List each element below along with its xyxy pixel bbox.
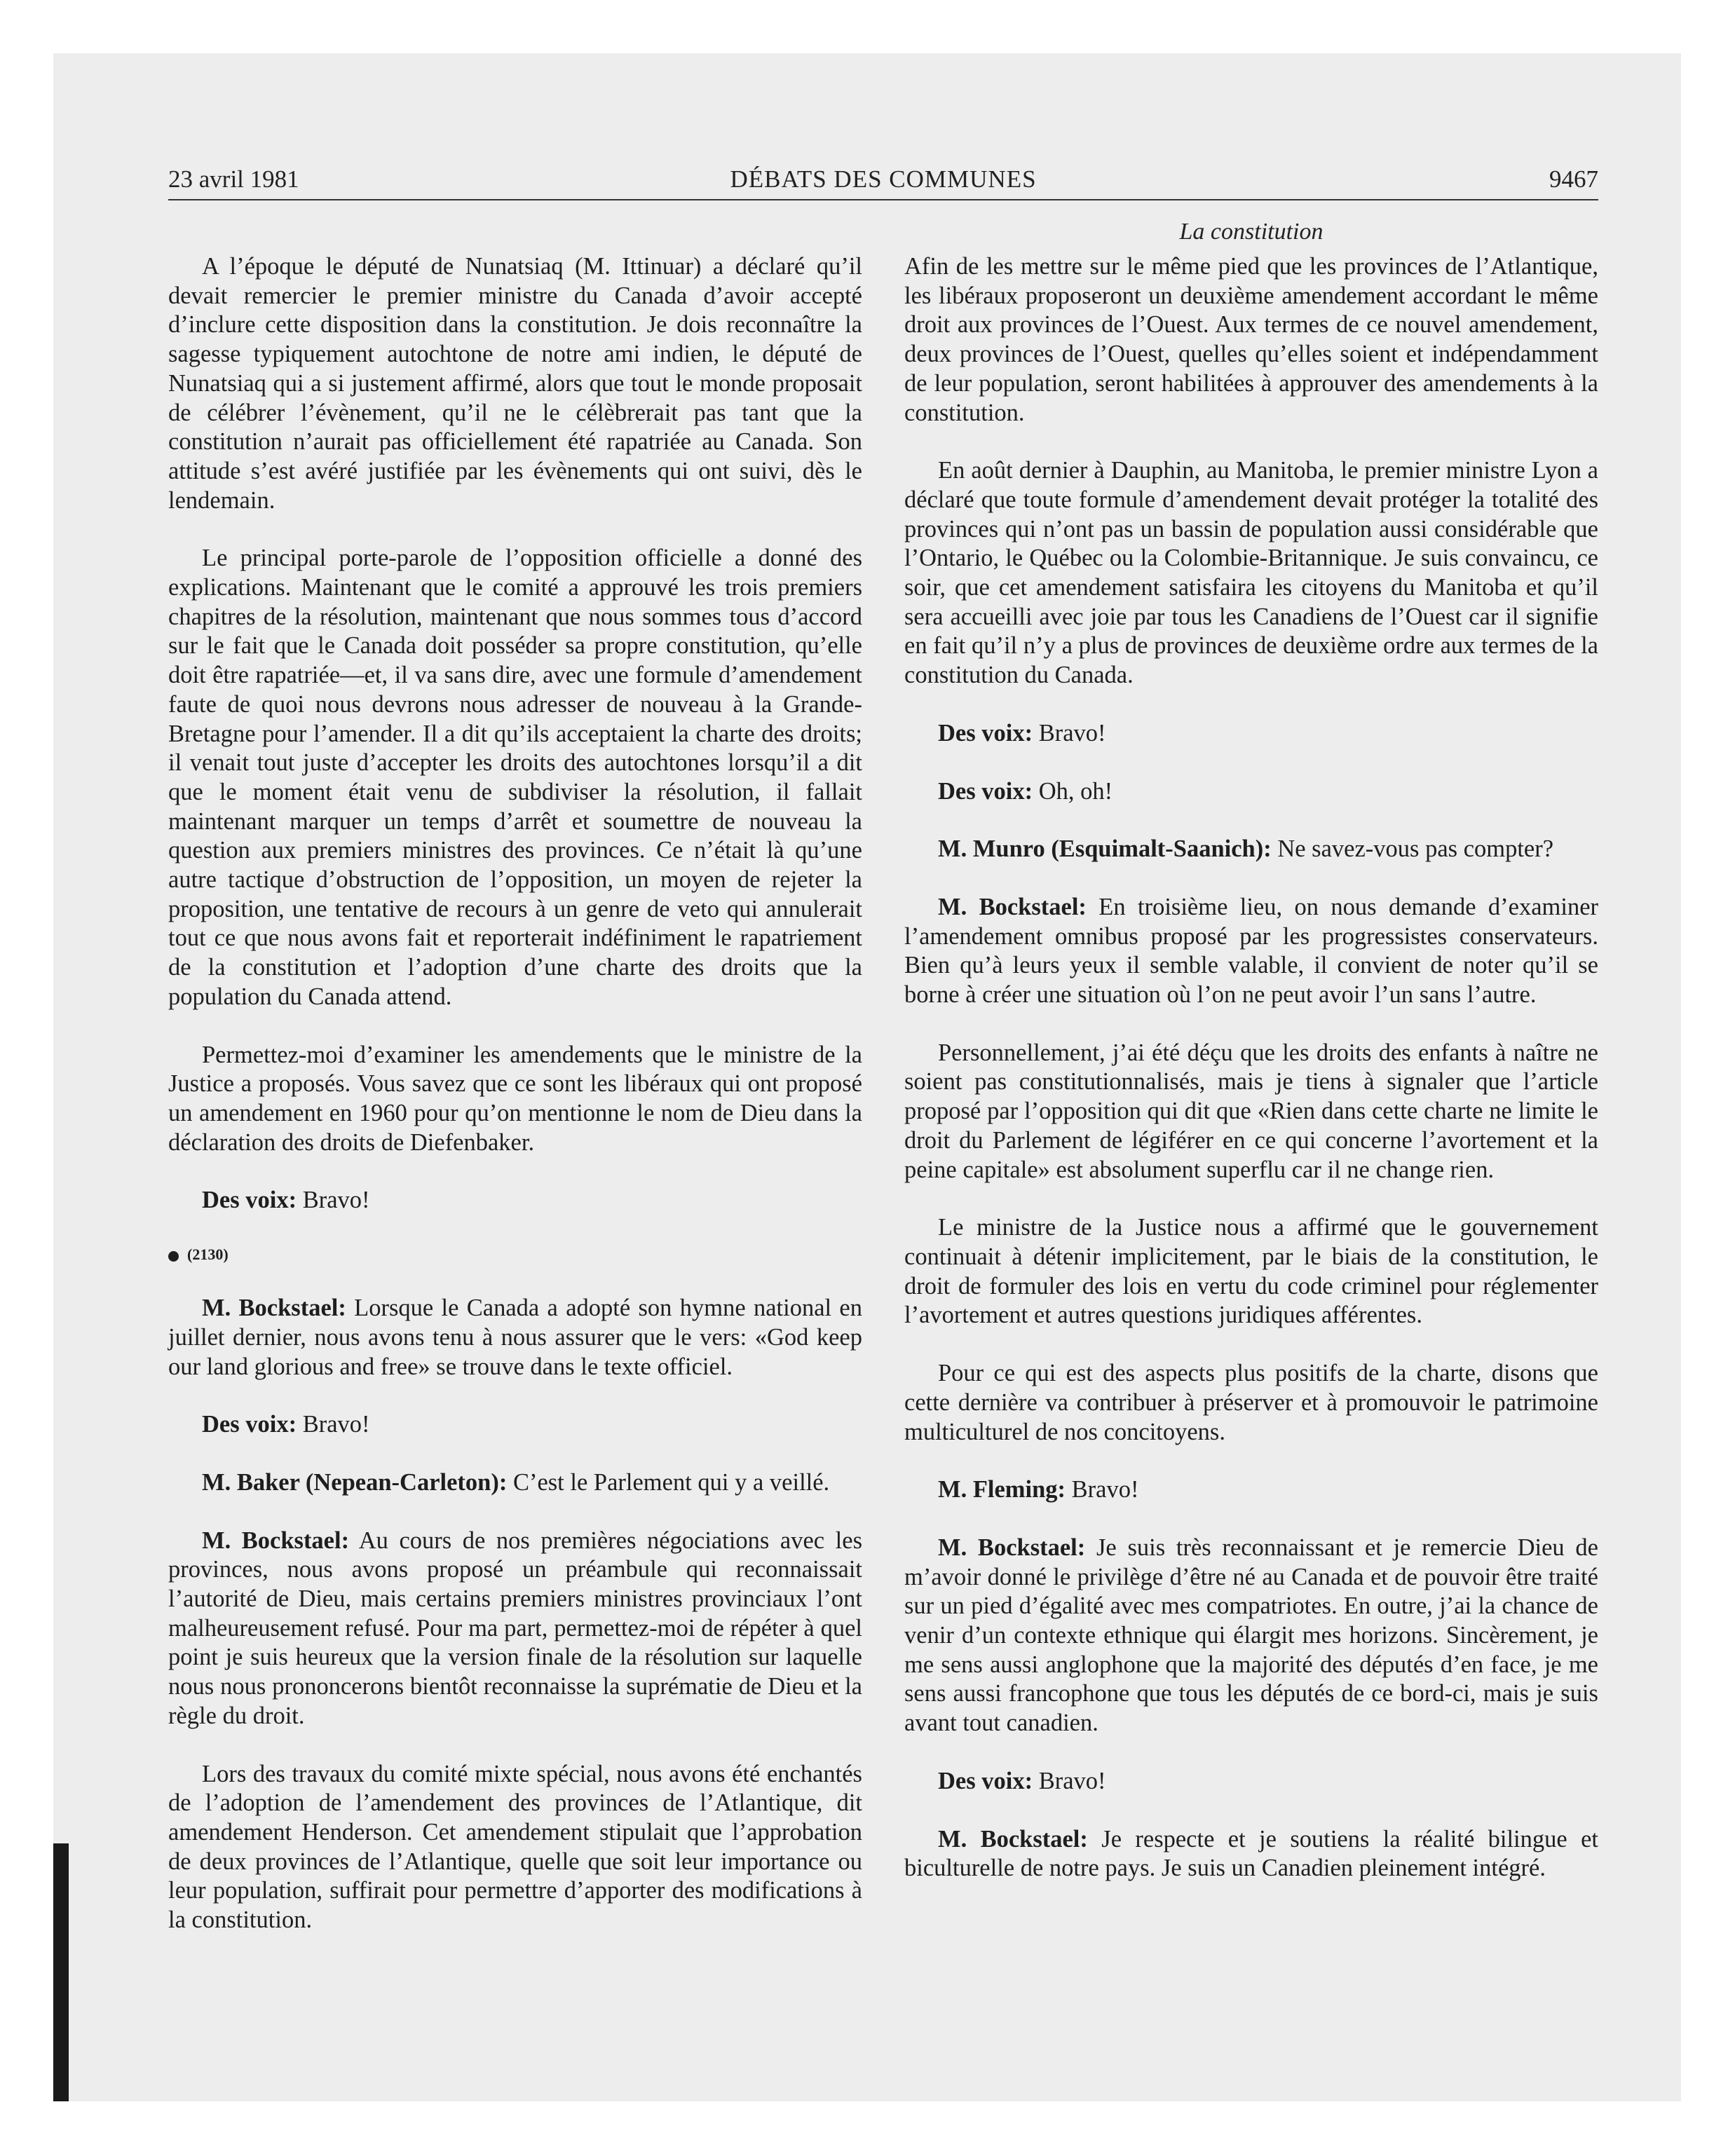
left-column: [168, 252, 862, 1964]
header-publication: DÉBATS DES COMMUNES: [730, 165, 1037, 193]
paragraph: Permettez-moi d’examiner les amendements que le ministre de la Justice a proposés. Vous savez que ce sont les libéraux qui ont proposé un amendement en 1960 pour qu’on mentionne le nom de Dieu dans la déclaration des droits de Diefenbaker.: [168, 1041, 862, 1156]
speech: [904, 719, 1598, 749]
paragraph: Le ministre de la Justice nous a affirmé que le gouvernement continuait à détenir implicitement, par le biais de la constitution, le droit de formuler des lois en vertu du code criminel pour réglementer l’avortement et autres questions juridiques afférentes.: [904, 1214, 1598, 1329]
speech: [168, 1186, 862, 1215]
speech-text: Oh, oh!: [1033, 777, 1113, 805]
speaker-name: Des voix:: [938, 719, 1033, 746]
scan-edge-shadow: [53, 1843, 69, 2101]
speaker-name: M. Bockstael:: [938, 1534, 1086, 1561]
speaker-name: M. Munro (Esquimalt-Saanich):: [938, 835, 1272, 863]
speech-text: Bravo!: [1033, 1767, 1106, 1794]
speech-text: Je suis très reconnaissant et je remercie Dieu de m’avoir donné le privilège d’être né au Canada et de pouvoir être traité sur un pied d’égalité avec mes compatriotes. En outre, j’ai la chance de venir d’un contexte ethnique qui élargit mes horizons. Sincèrement, je me sens aussi anglophone que la majorité des députés d’en face, je me sens aussi francophone que tous les députés de ce bord-ci, mais je suis avant tout canadien.: [904, 1534, 1598, 1737]
speech-text: Au cours de nos premières négociations avec les provinces, nous avons proposé un préambule qui reconnaissait l’autorité de Dieu, mais certains premiers ministres provinciaux l’ont malheureusement refusé. Pour ma part, permettez-moi de répéter à quel point je suis heureux que la version finale de la résolution sur laquelle nous nous prononcerons bientôt reconnaisse la suprématie de Dieu et la règle du droit.: [168, 1527, 862, 1729]
speech-text: Je respecte et je soutiens la réalité bilingue et biculturelle de notre pays. Je suis un Canadien pleinement intégré.: [904, 1825, 1598, 1882]
speech-text: Bravo!: [1066, 1476, 1139, 1503]
speaker-name: Des voix:: [938, 777, 1033, 805]
paragraph: Afin de les mettre sur le même pied que les provinces de l’Atlantique, les libéraux proposeront un deuxième amendement accordant le même droit aux provinces de l’Ouest. Aux termes de ce nouvel amendement, deux provinces de l’Ouest, quelles qu’elles soient et indépendamment de leur population, seront habilitées à approuver des amendements à la constitution.: [904, 253, 1598, 426]
paragraph: Lors des travaux du comité mixte spécial, nous avons été enchantés de l’adoption de l’amendement des provinces de l’Atlantique, dit amendement Henderson. Cet amendement stipulait que l’approbation de deux provinces de l’Atlantique, quelle que soit leur importance ou leur population, suffirait pour permettre d’apporter des modifications à la constitution.: [168, 1760, 862, 1934]
speech: [168, 1468, 862, 1498]
speaker-name: Des voix:: [202, 1411, 297, 1438]
speech-text: Bravo!: [297, 1411, 370, 1438]
time-marker: [168, 1244, 862, 1265]
paragraph: Pour ce qui est des aspects plus positifs de la charte, disons que cette dernière va contribuer à préserver et à promouvoir le patrimoine multiculturel de nos concitoyens.: [904, 1360, 1598, 1445]
speech: [168, 1527, 862, 1731]
time-marker-label: (2130): [187, 1246, 229, 1264]
speaker-name: M. Bockstael:: [938, 1825, 1088, 1853]
speech: [904, 777, 1598, 807]
speech-text: En troisième lieu, on nous demande d’examiner l’amendement omnibus proposé par les progressistes conservateurs. Bien qu’à leurs yeux il semble valable, il convient de noter qu’il se borne à créer une situation où l’on ne peut avoir l’un sans l’autre.: [904, 893, 1598, 1009]
header-page-number: 9467: [1549, 165, 1598, 193]
bullet-icon: [168, 1251, 179, 1262]
right-column: [904, 252, 1598, 1912]
speaker-name: M. Bockstael:: [938, 893, 1087, 920]
speech: [904, 835, 1598, 864]
speech: [904, 893, 1598, 1010]
speaker-name: M. Fleming:: [938, 1476, 1066, 1503]
speech: [904, 1767, 1598, 1796]
speaker-name: M. Bockstael:: [202, 1527, 350, 1554]
paragraph: Le principal porte-parole de l’opposition officielle a donné des explications. Maintenant que le comité a approuvé les trois premiers chapitres de la résolution, maintenant que nous sommes tous d’accord sur le fait que le Canada doit posséder sa propre constitution, qu’elle doit être rapatriée—et, il va sans dire, avec une formule d’amendement faute de quoi nous devrons nous adresser de nouveau à la Grande-Bretagne pour l’amender. Il a dit qu’ils acceptaient la charte des droits; il venait tout juste d’accepter les droits des autochtones lorsqu’il a dit que le moment était venu de subdiviser la résolution, il fallait maintenant marquer un temps d’arrêt et soumettre de nouveau la question aux premiers ministres des provinces. Ce n’était là qu’une autre tactique d’obstruction de l’opposition, un moyen de rejeter la proposition, une tentative de recours à un genre de veto qui annulerait tout ce que nous avons fait et reporterait indéfiniment le rapatriement de la constitution et l’adoption d’une charte des droits que la population du Canada attend.: [168, 545, 862, 1010]
speech: [168, 1410, 862, 1440]
speech: [168, 1294, 862, 1381]
paragraph: Personnellement, j’ai été déçu que les droits des enfants à naître ne soient pas constitutionnalisés, mais je tiens à signaler que l’article proposé par l’opposition qui dit que «Rien dans cette charte ne limite le droit du Parlement de légiférer en ce qui concerne l’avortement et la peine capitale» est absolument superflu car il ne change rien.: [904, 1039, 1598, 1183]
header-date: 23 avril 1981: [168, 165, 299, 193]
speech: [904, 1534, 1598, 1738]
section-title: La constitution: [1179, 219, 1324, 245]
speech-text: Lorsque le Canada a adopté son hymne national en juillet dernier, nous avons tenu à nous assurer que le vers: «God keep our land glorious and free» se trouve dans le texte officiel.: [168, 1295, 862, 1380]
speech: [904, 1825, 1598, 1883]
speaker-name: M. Bockstael:: [202, 1295, 346, 1322]
paragraph: A l’époque le député de Nunatsiaq (M. Ittinuar) a déclaré qu’il devait remercier le premier ministre du Canada d’avoir accepté d’inclure cette disposition dans la constitution. Je dois reconnaître la sagesse typiquement autochtone de notre ami indien, le député de Nunatsiaq qui a si justement affirmé, alors que tout le monde proposait de célébrer l’évènement, qu’il ne le célèbrerait pas tant que la constitution n’aurait pas officiellement été rapatriée au Canada. Son attitude s’est avéré justifiée par les évènements qui ont suivi, dès le lendemain.: [168, 253, 862, 514]
speech-text: Bravo!: [1033, 719, 1106, 746]
speaker-name: Des voix:: [202, 1187, 297, 1214]
speech-text: Ne savez-vous pas compter?: [1271, 835, 1554, 863]
speech-text: C’est le Parlement qui y a veillé.: [507, 1468, 830, 1496]
speech-text: Bravo!: [297, 1187, 370, 1214]
paragraph: En août dernier à Dauphin, au Manitoba, le premier ministre Lyon a déclaré que toute formule d’amendement devait protéger la totalité des provinces qui n’ont pas un bassin de population aussi considérable que l’Ontario, le Québec ou la Colombie-Britannique. Je suis convaincu, ce soir, que cet amendement satisfaira les citoyens du Manitoba et qu’il sera accueilli avec joie par tous les Canadiens de l’Ouest car il signifie en fait qu’il n’y a plus de provinces de deuxième ordre aux termes de la constitution du Canada.: [904, 457, 1598, 689]
speaker-name: M. Baker (Nepean-Carleton):: [202, 1468, 508, 1496]
speaker-name: Des voix:: [938, 1767, 1033, 1794]
page-header: [168, 165, 1598, 200]
speech: [904, 1475, 1598, 1505]
